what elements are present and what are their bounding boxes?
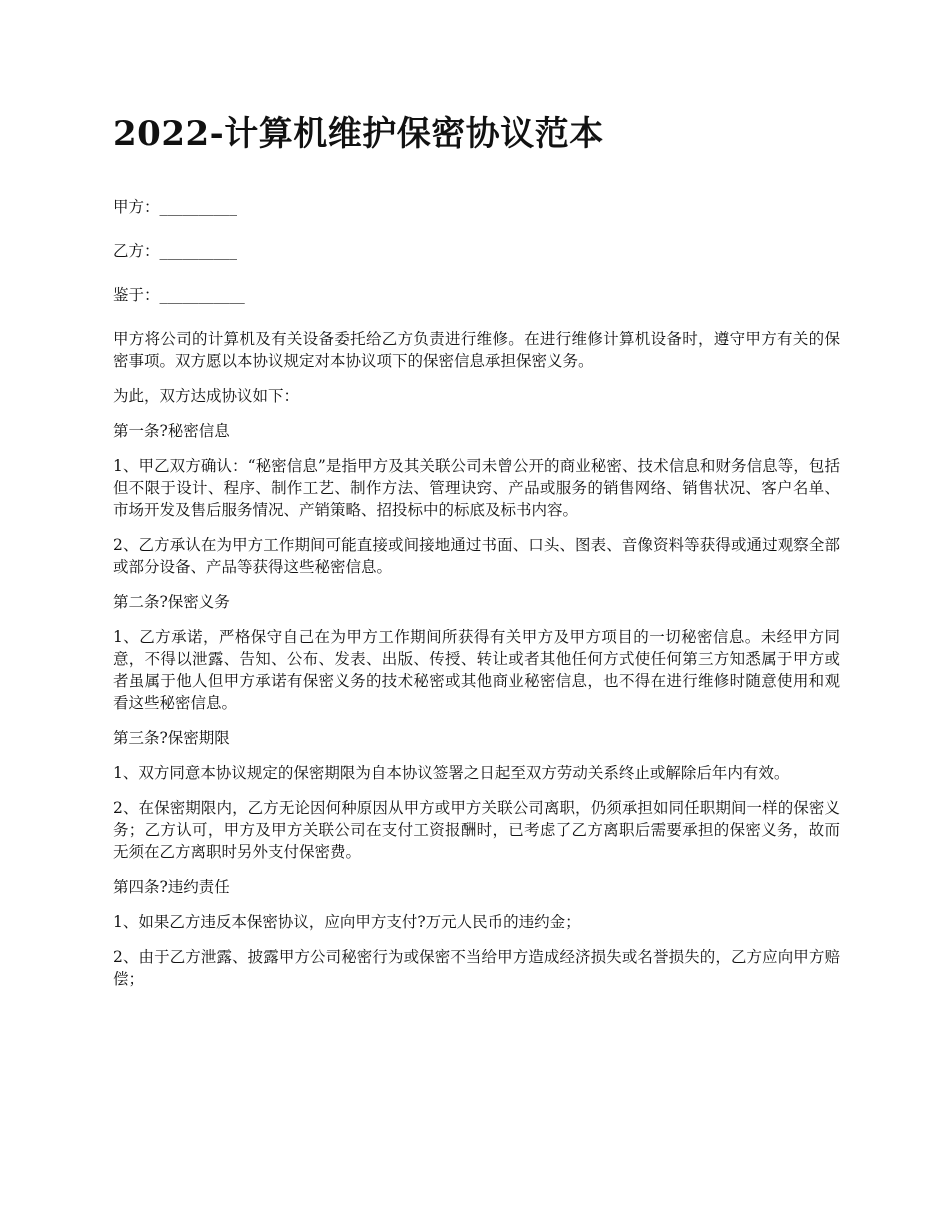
- intro-paragraph: 甲方将公司的计算机及有关设备委托给乙方负责进行维修。在进行维修计算机设备时，遵守甲方有关的保密事项。双方愿以本协议规定对本协议项下的保密信息承担保密义务。: [113, 330, 840, 370]
- article-1-heading: 第一条?秘密信息: [113, 422, 230, 440]
- article-4-clause-1: 1、如果乙方违反本保密协议，应向甲方支付?万元人民币的违约金；: [113, 913, 581, 931]
- article-1-clause-2: 2、乙方承认在为甲方工作期间可能直接或间接地通过书面、口头、图表、音像资料等获得或通过观察全部或部分设备、产品等获得这些秘密信息。: [113, 536, 840, 576]
- article-4-clause-2: 2、由于乙方泄露、披露甲方公司秘密行为或保密不当给甲方造成经济损失或名誉损失的，乙方应向甲方赔偿；: [113, 948, 840, 988]
- article-2-heading: 第二条?保密义务: [113, 593, 230, 611]
- party-b-field: 乙方：__________: [113, 242, 238, 260]
- agreement-statement: 为此，双方达成协议如下：: [113, 387, 300, 405]
- article-3-heading: 第三条?保密期限: [113, 729, 230, 747]
- article-3-clause-1: 1、双方同意本协议规定的保密期限为自本协议签署之日起至双方劳动关系终止或解除后年内有效。: [113, 764, 790, 782]
- document-title: 2022-计算机维护保密协议范本: [113, 114, 604, 154]
- article-1-clause-1: 1、甲乙双方确认：“秘密信息”是指甲方及其关联公司未曾公开的商业秘密、技术信息和财务信息等，包括但不限于设计、程序、制作工艺、制作方法、管理诀窍、产品或服务的销售网络、销售状况、客户名单、市场开发及售后服务情况、产销策略、招投标中的标底及标书内容。: [113, 457, 840, 519]
- article-2-clause-1: 1、乙方承诺，严格保守自己在为甲方工作期间所获得有关甲方及甲方项目的一切秘密信息。未经甲方同意，不得以泄露、告知、公布、发表、出版、传授、转让或者其他任何方式使任何第三方知悉属于甲方或者虽属于他人但甲方承诺有保密义务的技术秘密或其他商业秘密信息，也不得在进行维修时随意使用和观看这些秘密信息。: [113, 628, 840, 712]
- whereas-field: 鉴于：___________: [113, 286, 245, 304]
- article-3-clause-2: 2、在保密期限内，乙方无论因何种原因从甲方或甲方关联公司离职，仍须承担如同任职期间一样的保密义务；乙方认可，甲方及甲方关联公司在支付工资报酬时，已考虑了乙方离职后需要承担的保密义务，故而无须在乙方离职时另外支付保密费。: [113, 799, 840, 861]
- party-a-field: 甲方：__________: [113, 198, 238, 216]
- article-4-heading: 第四条?违约责任: [113, 878, 230, 896]
